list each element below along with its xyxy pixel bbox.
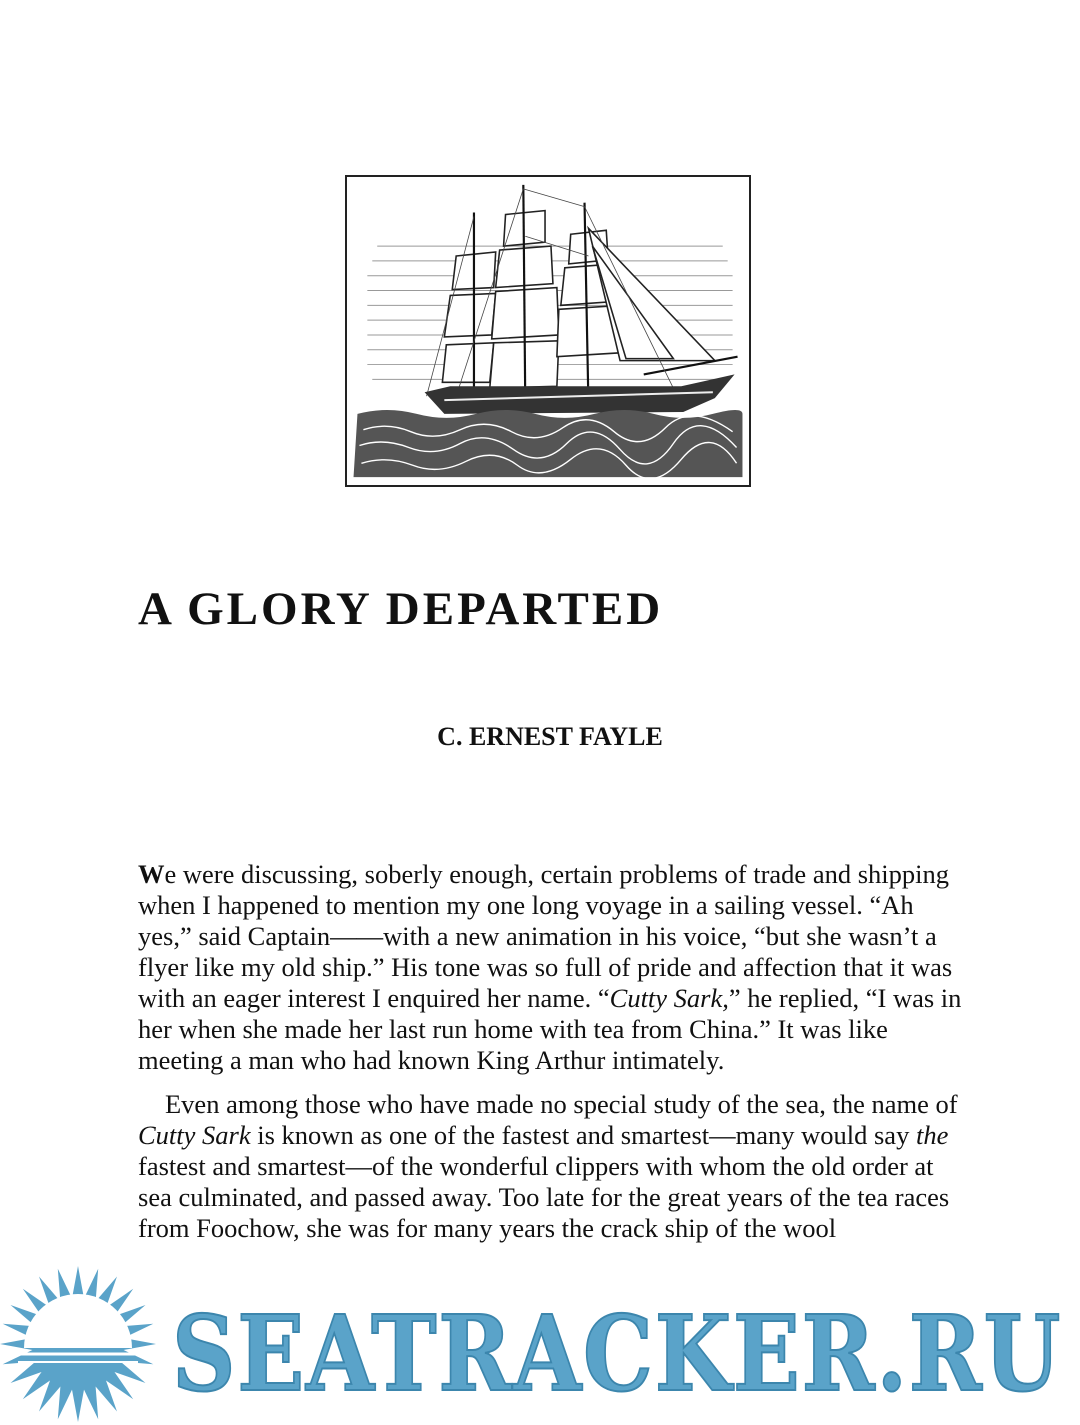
watermark-text: SEATRACKER.RU	[172, 1292, 1062, 1415]
paragraph-2-emphasis: the	[915, 1120, 949, 1150]
article-body	[138, 859, 970, 1244]
article-author: C. ERNEST FAYLE	[437, 722, 663, 751]
paragraph-1	[138, 859, 970, 1076]
paragraph-1-text-b: ” he replied, “I was in her when she made her last run home with tea from China.” It was like meeting a man who had known King Arthur intimately.	[138, 983, 962, 1075]
paragraph-2-text-b: is known as one of the fastest and smartest—many would say	[250, 1120, 916, 1150]
paragraph-2-text-c: fastest and smartest—of the wonderful clippers with whom the old order at sea culminated, and passed away. Too late for the great years of the tea races from Foochow, she was for many years the crack ship of the wool	[138, 1151, 950, 1243]
ship-illustration	[345, 175, 751, 487]
article-title: A GLORY DEPARTED	[138, 583, 664, 635]
watermark	[0, 1262, 1080, 1425]
drop-cap: W	[138, 859, 165, 889]
paragraph-2-text-a: Even among those who have made no special study of the sea, the name of	[165, 1089, 958, 1119]
paragraph-2-ship-name: Cutty Sark	[138, 1120, 251, 1150]
ship-engraving-icon	[347, 177, 749, 485]
paragraph-1-ship-name: Cutty Sark,	[609, 983, 729, 1013]
paragraph-2	[138, 1089, 970, 1244]
sun-logo-icon	[0, 1266, 156, 1422]
paragraph-1-text-a: e were discussing, soberly enough, certain problems of trade and shipping when I happened to mention my one long voyage in a sailing vessel. “Ah yes,” said Captain——with a new animation in his voice, “but she wasn’t a flyer like my old ship.” His tone was so full of pride and affection that it was with an eager interest I enquired her name. “	[138, 859, 953, 1013]
